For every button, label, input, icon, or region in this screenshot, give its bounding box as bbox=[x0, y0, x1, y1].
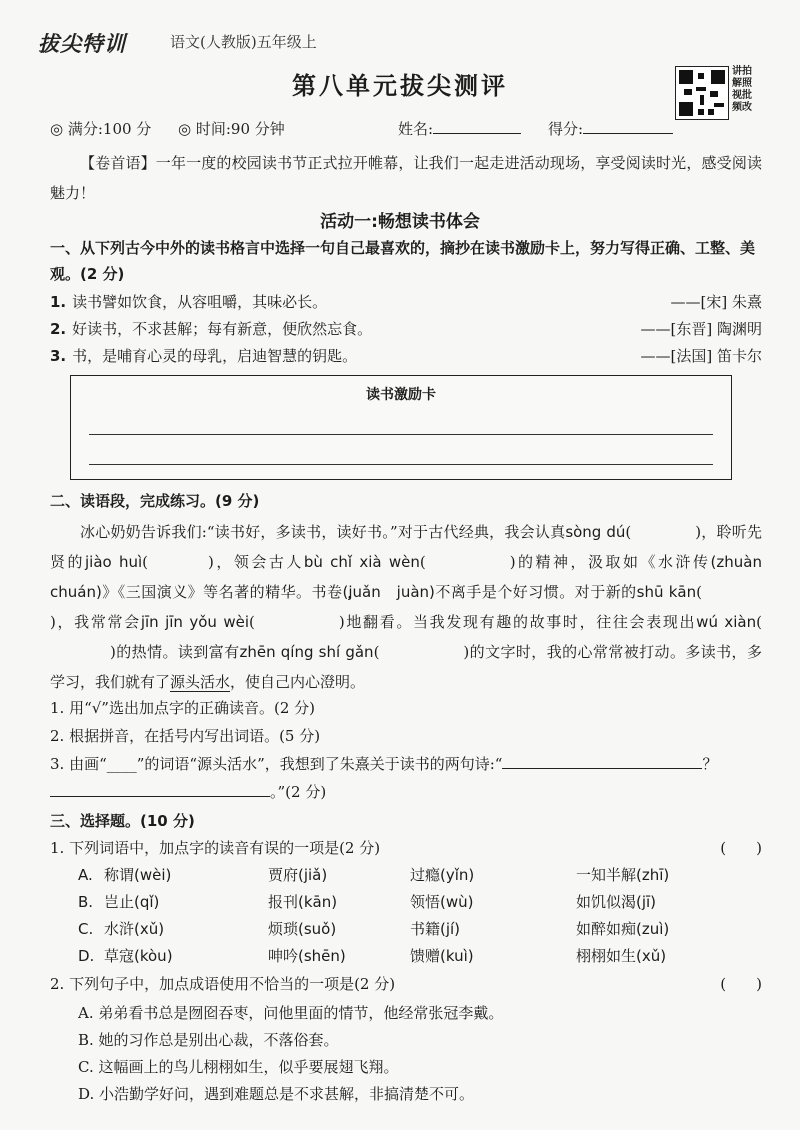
quote-row: 3. 书，是哺育心灵的母乳，启迪智慧的钥匙。 ——[法国] 笛卡尔 bbox=[50, 347, 762, 365]
quote-row: 1. 读书譬如饮食，从容咀嚼，其味必长。 ——[宋] 朱熹 bbox=[50, 293, 762, 311]
grade-field[interactable] bbox=[548, 118, 673, 139]
section2-heading: 二、读语段，完成练习。(9 分) bbox=[50, 492, 260, 510]
card-title: 读书激励卡 bbox=[366, 387, 436, 403]
quote-row: 2. 好读书，不求甚解；每有新意，便欣然忘食。 ——[东晋] 陶渊明 bbox=[50, 320, 762, 338]
choice-row[interactable]: A. 称谓(wèi) 贾府(jiǎ) 过瘾(yǐn) 一知半解(zhī) bbox=[78, 866, 670, 884]
qr-code-icon[interactable] bbox=[675, 66, 729, 120]
question: 2. 下列句子中，加点成语使用不恰当的一项是(2 分) ( ) bbox=[50, 972, 762, 996]
question: 1. 用“√”选出加点字的正确读音。(2 分) bbox=[50, 699, 315, 717]
name-label: 姓名: bbox=[398, 120, 434, 138]
question: 2. 根据拼音，在括号内写出词语。(5 分) bbox=[50, 727, 321, 745]
subject-label: 语文(人教版)五年级上 bbox=[170, 33, 317, 51]
time-limit: ◎ 时间:90 分钟 bbox=[178, 120, 285, 138]
qr-caption: 讲拍 解照 视批 频改 bbox=[732, 66, 752, 113]
choice-row[interactable]: C. 水浒(xǔ) 烦琐(suǒ) 书籍(jí) 如醉如痴(zuì) bbox=[78, 920, 670, 938]
choice-row[interactable]: B. 岂止(qǐ) 报刊(kān) 领悟(wù) 如饥似渴(jī) bbox=[78, 893, 657, 911]
underlined-phrase: 源头活水 bbox=[170, 673, 231, 691]
question-continued: 。”(2 分) bbox=[50, 780, 762, 804]
reading-passage: 冰心奶奶告诉我们:“读书好，多读书，读好书。”对于古代经典，我会认真sòng dú( )，聆听先贤的jiào huì( )，领会古人bù chǐ xià wèn( )的精神，汲取如《水浒传(zhuàn chuán)》《三国演义》等名著的精华。书卷(juǎn juàn)不离手是个好习惯。对于新的shū kān()，我常常会jīn jīn yǒu wèi( )地翻看。当我发现有趣的故事时，往往会表现出wú xiàn()的热情。读到富有zhēn qíng shí gǎn( )的文字时，我的心常常被打动。多读书，多学习，我们就有了源头活水，使自己内心澄明。 bbox=[50, 523, 777, 691]
brand-logo: 拔尖特训 bbox=[38, 32, 126, 56]
question: 3. 由画“____”的词语“源头活水”，我想到了朱熹关于读书的两句诗:“ ？ bbox=[50, 755, 718, 773]
choice-option[interactable]: C. 这幅画上的鸟儿栩栩如生，似乎要展翅飞翔。 bbox=[78, 1058, 399, 1076]
intro-tag: 【卷首语】 bbox=[80, 154, 156, 172]
choice-option[interactable]: B. 她的习作总是别出心裁，不落俗套。 bbox=[78, 1031, 339, 1049]
card-writing-line[interactable] bbox=[89, 434, 713, 435]
section3-heading: 三、选择题。(10 分) bbox=[50, 812, 195, 830]
choice-option[interactable]: D. 小浩勤学好问，遇到难题总是不求甚解，非搞清楚不可。 bbox=[78, 1085, 475, 1103]
page-title: 第八单元拔尖测评 bbox=[292, 71, 508, 100]
intro-paragraph bbox=[50, 148, 762, 208]
choice-option[interactable]: A. 弟弟看书总是囫囵吞枣，问他里面的情节，他经常张冠李戴。 bbox=[78, 1004, 504, 1022]
choice-row[interactable]: D. 草寇(kòu) 呻吟(shēn) 馈赠(kuì) 栩栩如生(xǔ) bbox=[78, 947, 667, 965]
answer-blank[interactable] bbox=[50, 796, 270, 797]
intro-text: 一年一度的校园读书节正式拉开帷幕，让我们一起走进活动现场，享受阅读时光，感受阅读魅力！ bbox=[50, 154, 762, 202]
question: 1. 下列词语中，加点字的读音有误的一项是(2 分) ( ) bbox=[50, 836, 762, 860]
reading-card[interactable] bbox=[70, 375, 732, 480]
section1-heading: 一、从下列古今中外的读书格言中选择一句自己最喜欢的，摘抄在读书激励卡上，努力写得正确、工整、美观。(2 分) bbox=[50, 239, 756, 283]
answer-blank[interactable] bbox=[502, 768, 702, 769]
answer-bracket[interactable]: ( ) bbox=[720, 839, 762, 857]
answer-bracket[interactable]: ( ) bbox=[720, 975, 762, 993]
card-writing-line[interactable] bbox=[89, 464, 713, 465]
full-score: ◎ 满分:100 分 bbox=[50, 120, 152, 138]
name-field[interactable] bbox=[398, 118, 521, 139]
grade-label: 得分: bbox=[548, 120, 584, 138]
activity-title: 活动一:畅想读书体会 bbox=[320, 212, 480, 232]
